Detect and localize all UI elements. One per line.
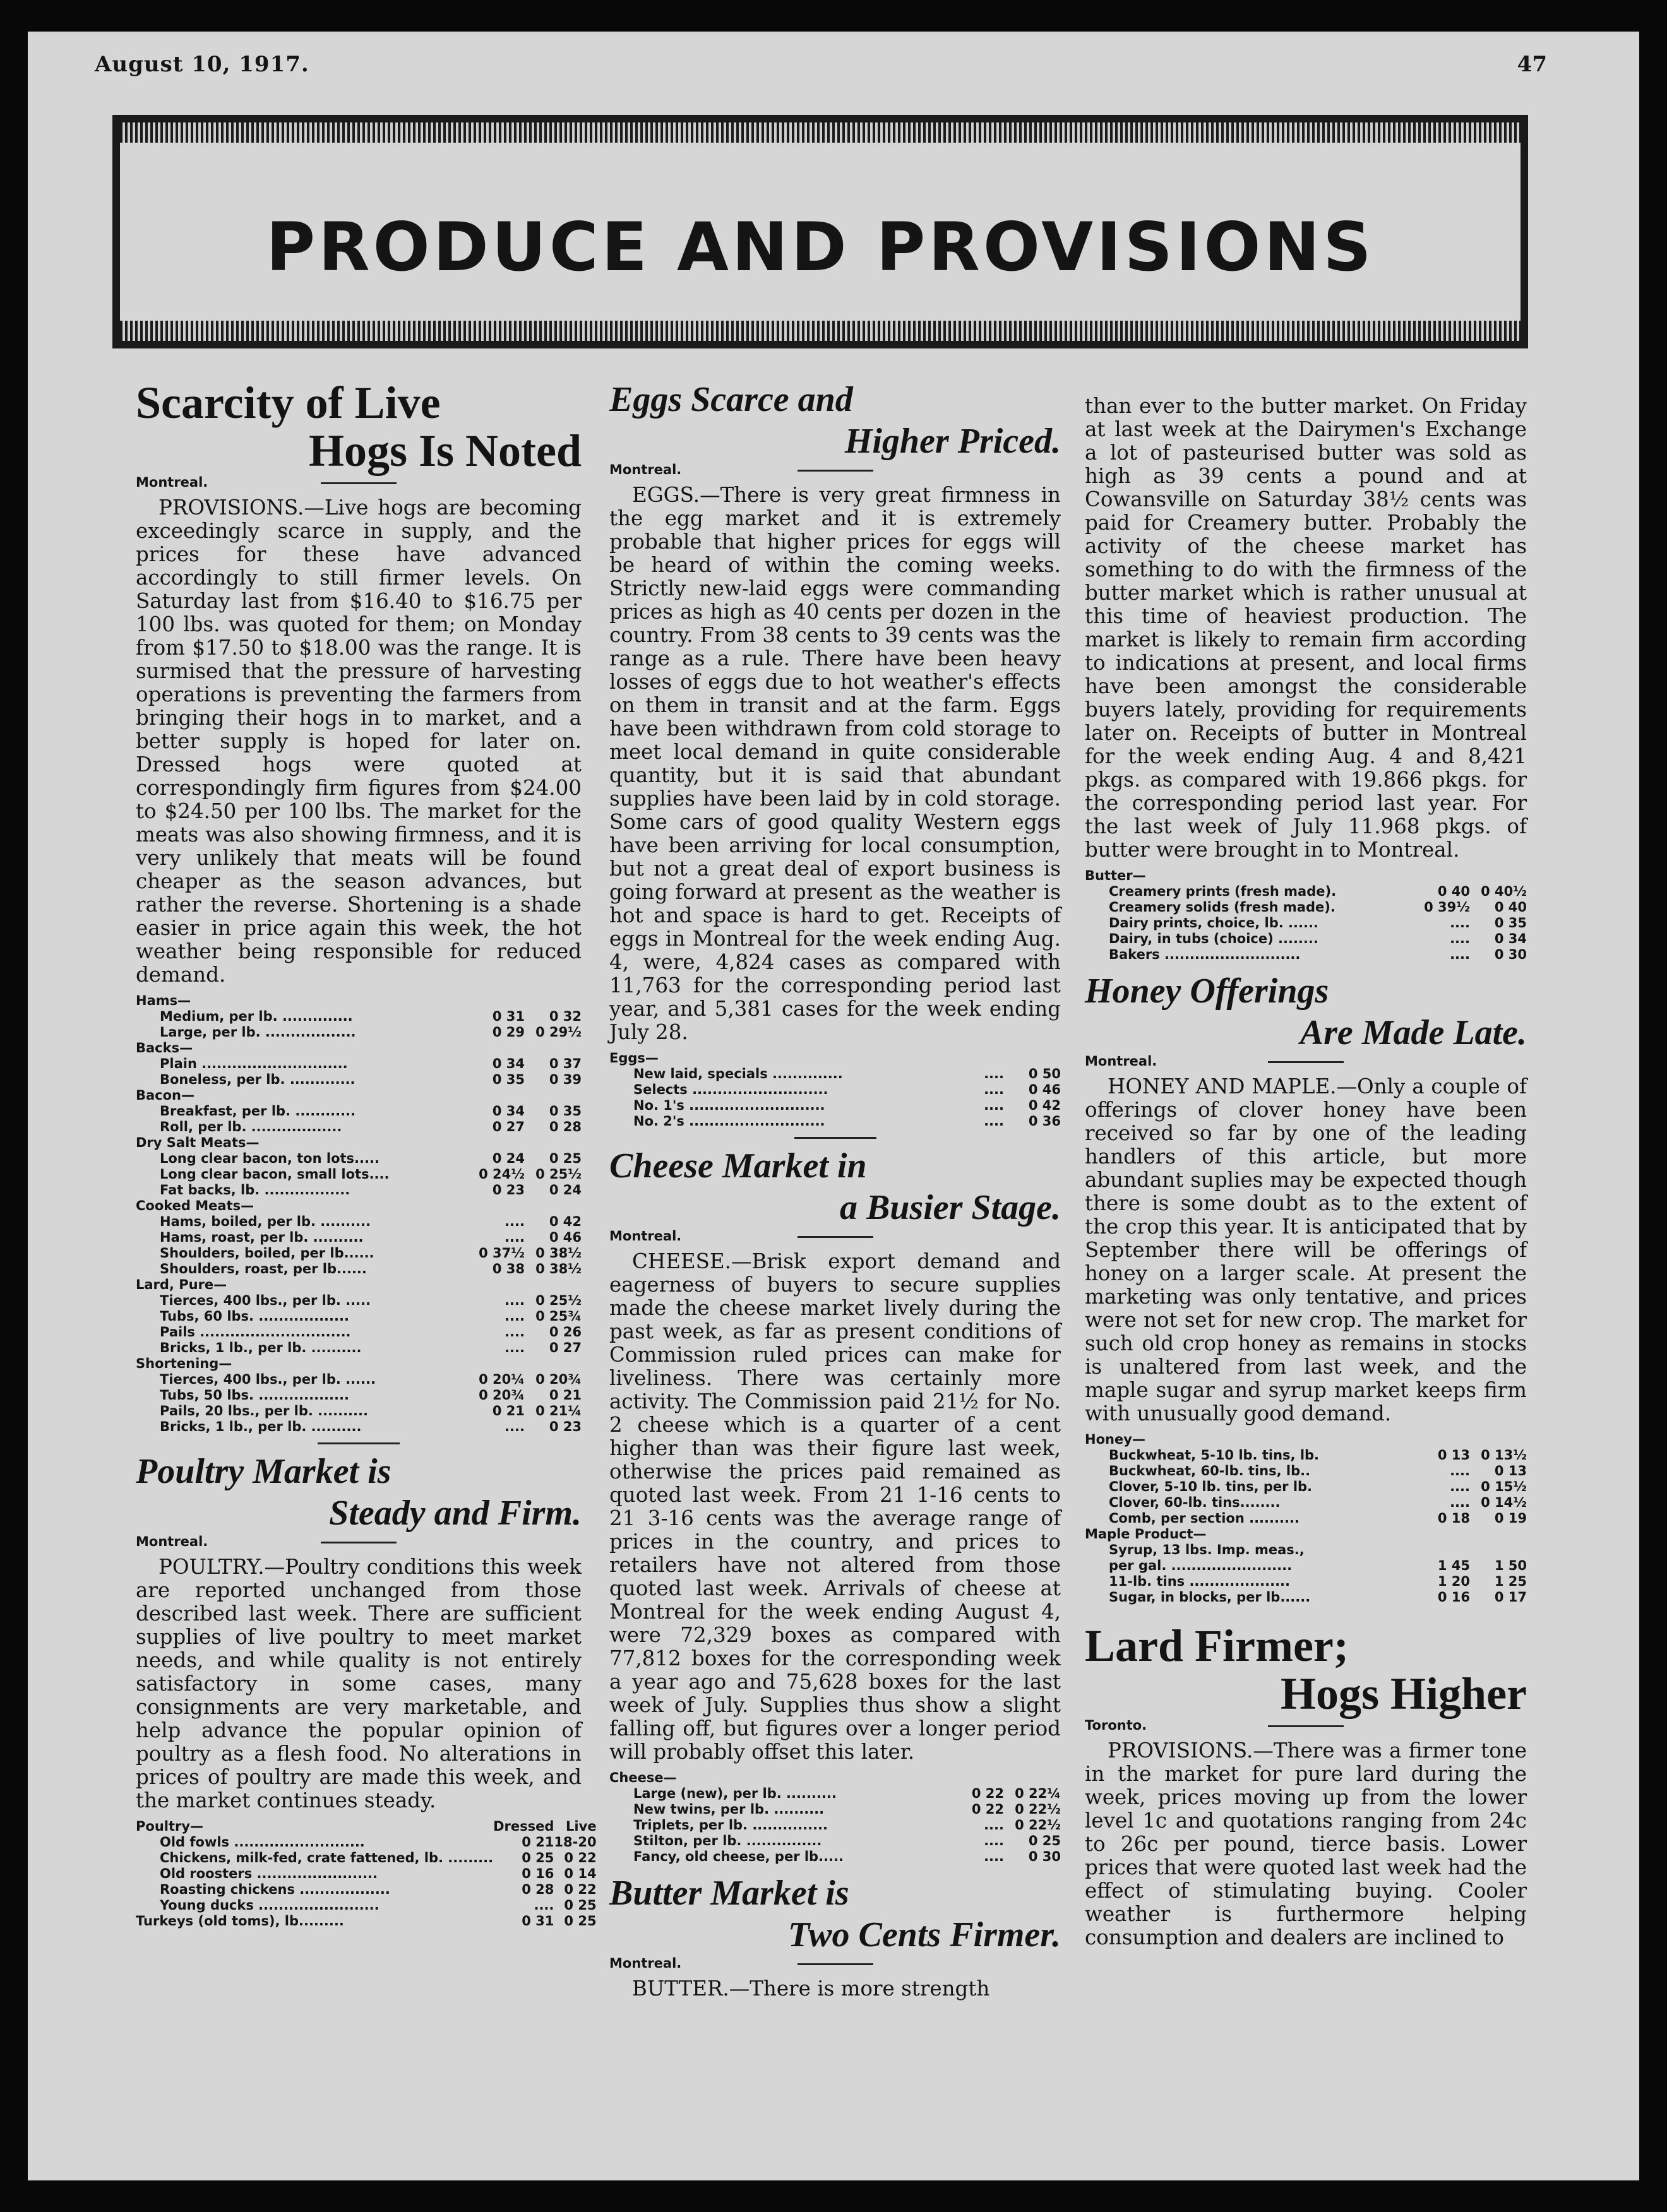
price-high: 0 14 <box>564 1866 597 1881</box>
table-row <box>136 1103 582 1119</box>
price-high: 0 25½ <box>535 1293 582 1308</box>
headline-line-2: Hogs Is Noted <box>308 425 582 476</box>
price-low: .... <box>984 1849 1004 1864</box>
price-high: 0 28 <box>549 1119 582 1134</box>
price-low: .... <box>1450 915 1470 931</box>
table-item: Selects ........................... <box>633 1082 828 1097</box>
price-high: 0 13½ <box>1481 1448 1527 1463</box>
table-item: Young ducks ........................ <box>160 1898 379 1913</box>
price-low: 0 31 <box>492 1009 525 1024</box>
price-low: 0 27 <box>492 1119 525 1134</box>
table-category-row <box>136 1135 582 1151</box>
dateline-rule <box>798 470 873 472</box>
headline-line-1: Poultry Market is <box>136 1452 391 1491</box>
table-row <box>136 1898 597 1913</box>
table-item: Breakfast, per lb. ............ <box>160 1103 356 1119</box>
article-headline-eggs <box>609 379 1061 462</box>
table-row <box>136 1403 582 1419</box>
price-low: .... <box>1450 1495 1470 1510</box>
headline-line-2: Hogs Higher <box>1281 1668 1527 1719</box>
dateline-row <box>136 1534 582 1555</box>
table-row <box>609 1833 1061 1849</box>
headline-line-1: Cheese Market in <box>609 1146 867 1186</box>
table-item: Creamery solids (fresh made). <box>1109 900 1335 915</box>
price-low: 0 21 <box>522 1834 554 1850</box>
price-high: 0 21¼ <box>535 1403 582 1418</box>
table-row <box>609 1817 1061 1833</box>
poultry-price-table <box>136 1819 597 1929</box>
column-3 <box>1085 395 1527 1949</box>
price-high: 18-20 <box>554 1834 597 1850</box>
table-row <box>609 1786 1061 1802</box>
dateline: Toronto. <box>1085 1718 1147 1733</box>
column-header-dressed: Dressed <box>493 1819 554 1834</box>
price-low: .... <box>505 1309 525 1324</box>
table-item: Pails, 20 lbs., per lb. .......... <box>160 1403 368 1418</box>
price-high: 0 14½ <box>1481 1495 1527 1510</box>
section-title: PRODUCE AND PROVISIONS <box>266 208 1375 286</box>
headline-line-1: Scarcity of Live <box>136 378 441 428</box>
dateline: Montreal. <box>609 462 682 477</box>
table-item: Bricks, 1 lb., per lb. .......... <box>160 1340 362 1355</box>
price-high: 0 25 <box>564 1898 597 1913</box>
table-item: Triplets, per lb. ............... <box>633 1817 828 1833</box>
table-item: Large (new), per lb. .......... <box>633 1786 837 1801</box>
price-low: 1 45 <box>1437 1558 1470 1573</box>
price-low: 0 28 <box>522 1882 554 1897</box>
price-low: 0 20¼ <box>479 1372 525 1387</box>
price-high: 1 25 <box>1494 1574 1527 1589</box>
price-low: .... <box>1450 1479 1470 1494</box>
dateline-row <box>609 462 1061 484</box>
price-high: 0 30 <box>1494 947 1527 962</box>
table-item: Large, per lb. .................. <box>160 1025 356 1040</box>
price-high: 0 22 <box>564 1850 597 1865</box>
headline-line-1: Butter Market is <box>609 1874 849 1913</box>
column-1 <box>136 378 597 1937</box>
table-item: No. 1's ........................... <box>633 1098 825 1113</box>
dateline-rule <box>1268 1725 1344 1727</box>
table-item: Syrup, 13 lbs. Imp. meas., <box>1109 1542 1305 1557</box>
table-row <box>136 1834 597 1850</box>
table-item: New twins, per lb. .......... <box>633 1802 825 1817</box>
price-low: 0 22 <box>971 1802 1004 1817</box>
table-row <box>1085 868 1527 884</box>
table-row <box>136 1230 582 1246</box>
table-row <box>1085 1558 1527 1574</box>
price-high: 0 42 <box>1028 1098 1061 1113</box>
table-category-row <box>136 1198 582 1214</box>
price-low: .... <box>1450 947 1470 962</box>
table-section-label: Butter— <box>1085 868 1146 883</box>
price-low: 0 31 <box>522 1913 554 1929</box>
price-high: 0 40½ <box>1481 884 1527 899</box>
article-body-cheese: CHEESE.—Brisk export demand and eagerness of buyers to secure supplies made the cheese market lively during the past week, as far as present conditions of Commission ruled prices can make for liveliness. There was certainly more activity. The Commission paid 21½ for No. 2 cheese which is a quarter of a cent higher than was their figure last week, otherwise the prices paid remained as quoted last week. From 21 1-16 cents to 21 3-16 cents was the average range of prices in the country, and prices to retailers have not altered from those quoted last week. Arrivals of cheese at Montreal for the week ending August 4, were 72,329 boxes as compared with 77,812 boxes for the corresponding week a year ago and 75,628 boxes for the last week of July. Supplies thus show a slight falling off, but figures over a longer period will probably offset this later. <box>609 1249 1061 1764</box>
price-low: .... <box>534 1898 554 1913</box>
table-item: Bricks, 1 lb., per lb. .......... <box>160 1419 362 1434</box>
price-low: 0 37½ <box>479 1246 525 1261</box>
table-item: Dairy prints, choice, lb. ...... <box>1109 915 1318 931</box>
table-row <box>136 1882 597 1898</box>
table-item: Tubs, 50 lbs. .................. <box>160 1388 349 1403</box>
price-low: 0 25 <box>522 1850 554 1865</box>
table-item: Roasting chickens .................. <box>160 1882 390 1897</box>
table-item: Pails .............................. <box>160 1324 351 1340</box>
table-row <box>1085 884 1527 900</box>
table-category-label: Hams— <box>136 993 191 1008</box>
dateline-rule <box>798 1963 873 1965</box>
table-category-row <box>136 993 582 1009</box>
price-high: 0 34 <box>1494 931 1527 946</box>
table-section-label: Poultry— <box>136 1819 204 1834</box>
table-row <box>1085 1463 1527 1479</box>
dateline-row <box>609 1956 1061 1977</box>
banner-hatch-top <box>120 122 1521 143</box>
table-item: Buckwheat, 60-lb. tins, lb.. <box>1109 1463 1311 1478</box>
price-low: 0 21 <box>492 1403 525 1418</box>
price-high: 1 50 <box>1494 1558 1527 1573</box>
article-body-poultry: POULTRY.—Poultry conditions this week are reported unchanged from those described last week. There are sufficient supplies of live poultry to meet market needs, and while quality is not entirely satisfactory in some cases, many consignments are very marketable, and help advance the popular opinion of poultry as a flesh food. No alterations in prices of poultry are made this week, and the market continues steady. <box>136 1555 582 1812</box>
table-row <box>609 1050 1061 1066</box>
table-item: Medium, per lb. .............. <box>160 1009 353 1024</box>
table-row <box>136 1072 582 1088</box>
table-row <box>1085 1448 1527 1463</box>
table-item: New laid, specials .............. <box>633 1066 843 1081</box>
price-low: 0 34 <box>492 1103 525 1119</box>
headline-line-2: Higher Priced. <box>844 422 1061 461</box>
price-high: 0 39 <box>549 1072 582 1087</box>
price-low: .... <box>1450 1463 1470 1478</box>
price-high: 0 30 <box>1028 1849 1061 1864</box>
table-row <box>1085 1542 1527 1558</box>
article-headline-lard <box>1085 1622 1527 1718</box>
price-high: 0 19 <box>1494 1511 1527 1526</box>
table-row <box>136 1866 597 1882</box>
price-low: 0 22 <box>971 1786 1004 1801</box>
price-high: 0 24 <box>549 1182 582 1198</box>
price-high: 0 22¼ <box>1015 1786 1061 1801</box>
price-high: 0 35 <box>549 1103 582 1119</box>
table-item: Tubs, 60 lbs. .................. <box>160 1309 349 1324</box>
butter-price-table <box>1085 868 1527 963</box>
table-item: Bakers ........................... <box>1109 947 1301 962</box>
headline-line-1: Eggs Scarce and <box>609 380 853 419</box>
price-high: 0 37 <box>549 1056 582 1071</box>
price-high: 0 22½ <box>1015 1802 1061 1817</box>
issue-date: August 10, 1917. <box>95 52 309 77</box>
article-separator <box>794 1137 876 1139</box>
table-row <box>136 1025 582 1040</box>
eggs-price-table <box>609 1050 1061 1129</box>
table-row <box>136 1009 582 1025</box>
table-category-label: Bacon— <box>136 1088 195 1103</box>
table-item: Fat backs, lb. ................. <box>160 1182 350 1198</box>
dateline: Montreal. <box>136 1534 208 1549</box>
table-row <box>609 1066 1061 1082</box>
price-high: 0 46 <box>1028 1082 1061 1097</box>
column-2 <box>609 379 1061 2001</box>
price-low: 0 23 <box>492 1182 525 1198</box>
table-row <box>136 1119 582 1135</box>
headline-line-1: Honey Offerings <box>1085 972 1329 1011</box>
table-item: Long clear bacon, small lots.... <box>160 1167 390 1182</box>
price-high: 0 36 <box>1028 1114 1061 1129</box>
price-high: 0 20¾ <box>535 1372 582 1387</box>
table-item: Old fowls .......................... <box>160 1834 365 1850</box>
table-item: Clover, 5-10 lb. tins, per lb. <box>1109 1479 1313 1494</box>
table-category-label: Cooked Meats— <box>136 1198 254 1213</box>
table-row <box>136 1151 582 1167</box>
table-row <box>136 1913 597 1929</box>
table-item: Stilton, per lb. ............... <box>633 1833 822 1848</box>
article-headline-butter <box>609 1872 1061 1956</box>
table-item: Boneless, per lb. ............. <box>160 1072 356 1087</box>
article-separator <box>318 1442 400 1444</box>
table-item: Old roosters ........................ <box>160 1866 378 1881</box>
price-low: 0 16 <box>1437 1590 1470 1605</box>
headline-line-2: Steady and Firm. <box>329 1494 582 1533</box>
dateline-rule <box>1268 1061 1344 1063</box>
table-row <box>136 1388 582 1403</box>
table-item: Roll, per lb. .................. <box>160 1119 342 1134</box>
table-category-label: Shortening— <box>136 1356 232 1371</box>
price-high: 0 22 <box>564 1882 597 1897</box>
table-row <box>136 1182 582 1198</box>
price-low: 0 35 <box>492 1072 525 1087</box>
table-item: Plain ............................. <box>160 1056 348 1071</box>
price-low: .... <box>505 1340 525 1355</box>
table-item: Hams, roast, per lb. .......... <box>160 1230 364 1245</box>
table-row <box>136 1309 582 1324</box>
price-low: .... <box>984 1114 1004 1129</box>
headline-line-2: Two Cents Firmer. <box>787 1915 1061 1954</box>
price-high: 0 15½ <box>1481 1479 1527 1494</box>
table-row <box>136 1056 582 1072</box>
table-item: Shoulders, roast, per lb...... <box>160 1261 367 1276</box>
table-section-label: Maple Product— <box>1085 1526 1207 1542</box>
price-low: .... <box>984 1082 1004 1097</box>
table-row <box>1085 1432 1527 1448</box>
price-low: .... <box>505 1419 525 1434</box>
article-body-lard: PROVISIONS.—There was a firmer tone in the market for pure lard during the week, prices moving up from the lower level 1c and quotations ranging from 24c to 26c per pound, tierce basis. Lower prices that were quoted last week had the effect of stimulating buying. Cooler weather is furthermore helping consumption and dealers are inclined to <box>1085 1739 1527 1949</box>
table-category-label: Backs— <box>136 1040 193 1055</box>
article-headline-cheese <box>609 1145 1061 1228</box>
table-item: Clover, 60-lb. tins........ <box>1109 1495 1281 1510</box>
price-high: 0 26 <box>549 1324 582 1340</box>
table-row <box>136 1214 582 1230</box>
table-item: Tierces, 400 lbs., per lb. ...... <box>160 1372 376 1387</box>
table-section-label: Honey— <box>1085 1432 1145 1447</box>
table-row <box>136 1819 597 1834</box>
table-row <box>136 1419 582 1435</box>
price-low: 0 24 <box>492 1151 525 1166</box>
dateline: Montreal. <box>609 1956 682 1971</box>
price-low <box>1413 1542 1470 1558</box>
table-item: Turkeys (old toms), lb......... <box>136 1913 344 1929</box>
table-category-label: Dry Salt Meats— <box>136 1135 260 1150</box>
price-high: 0 17 <box>1494 1590 1527 1605</box>
table-row <box>609 1849 1061 1865</box>
table-row <box>609 1770 1061 1786</box>
honey-price-table <box>1085 1432 1527 1605</box>
table-row <box>1085 1495 1527 1511</box>
table-category-row <box>136 1040 582 1056</box>
table-row <box>1085 915 1527 931</box>
price-high: 0 38½ <box>535 1261 582 1276</box>
column-header-live: Live <box>566 1819 597 1834</box>
price-low: 1 20 <box>1437 1574 1470 1589</box>
table-row <box>609 1802 1061 1817</box>
table-section-label: Cheese— <box>609 1770 677 1785</box>
table-row <box>609 1098 1061 1114</box>
headline-line-2: a Busier Stage. <box>839 1188 1061 1227</box>
price-low: 0 20¾ <box>479 1388 525 1403</box>
price-high: 0 25¾ <box>535 1309 582 1324</box>
headline-line-2: Are Made Late. <box>1300 1013 1527 1052</box>
table-row <box>1085 947 1527 963</box>
table-category-label: Lard, Pure— <box>136 1277 227 1292</box>
table-row <box>1085 1590 1527 1605</box>
table-item: Creamery prints (fresh made). <box>1109 884 1337 899</box>
price-high: 0 42 <box>549 1214 582 1229</box>
table-row <box>136 1340 582 1356</box>
price-high: 0 29½ <box>535 1025 582 1040</box>
table-row <box>1085 900 1527 915</box>
price-low: 0 39½ <box>1424 900 1470 915</box>
price-low: 0 24½ <box>479 1167 525 1182</box>
table-row <box>1085 1526 1527 1542</box>
table-row <box>136 1850 597 1866</box>
price-low: .... <box>505 1230 525 1245</box>
dateline-rule <box>798 1236 873 1238</box>
price-high <box>1470 1542 1527 1558</box>
headline-line-1: Lard Firmer; <box>1085 1620 1349 1671</box>
table-item: Buckwheat, 5-10 lb. tins, lb. <box>1109 1448 1320 1463</box>
price-low: .... <box>984 1098 1004 1113</box>
price-high: 0 25½ <box>535 1167 582 1182</box>
article-headline-poultry <box>136 1451 582 1534</box>
table-item: Chickens, milk-fed, crate fattened, lb. ......... <box>160 1850 494 1865</box>
price-low: 0 16 <box>522 1866 554 1881</box>
price-high: 0 25 <box>1028 1833 1061 1848</box>
banner-hatch-bottom <box>120 321 1521 341</box>
table-item: Fancy, old cheese, per lb..... <box>633 1849 844 1864</box>
price-low: .... <box>1450 931 1470 946</box>
table-row <box>136 1167 582 1182</box>
table-row <box>136 1372 582 1388</box>
price-low: 0 13 <box>1437 1448 1470 1463</box>
table-section-label: Eggs— <box>609 1050 659 1066</box>
table-category-row <box>136 1277 582 1293</box>
table-row <box>609 1114 1061 1129</box>
table-item: Tierces, 400 lbs., per lb. ..... <box>160 1293 371 1308</box>
table-item: Long clear bacon, ton lots..... <box>160 1151 379 1166</box>
article-body-butter-continued: than ever to the butter market. On Friday at last week at the Dairymen's Exchange a lot of pasteurised butter was sold as high as 39 cents a pound and at Cowansville on Saturday 38½ cents was paid for Creamery butter. Probably the activity of the cheese market has something to do with the firmness of the butter market which is rather unusual at this time of heaviest production. The market is likely to remain firm according to indications at present, and local firms have been amongst the considerable buyers lately, providing for requirements later on. Receipts of butter in Montreal for the week ending Aug. 4 and 8,421 pkgs. as compared with 19.866 pkgs. for the corresponding period last year. For the last week of July 11.968 pkgs. of butter were brought in to Montreal. <box>1085 394 1527 862</box>
price-low: .... <box>505 1214 525 1229</box>
price-low: .... <box>984 1817 1004 1833</box>
table-row <box>136 1293 582 1309</box>
table-category-row <box>136 1088 582 1103</box>
dateline-rule <box>321 1542 397 1543</box>
dateline-row <box>136 475 582 496</box>
table-row <box>136 1246 582 1261</box>
price-high: 0 13 <box>1494 1463 1527 1478</box>
section-banner <box>112 115 1528 348</box>
dateline-row <box>609 1228 1061 1250</box>
price-low: .... <box>505 1293 525 1308</box>
table-item: Hams, boiled, per lb. .......... <box>160 1214 371 1229</box>
price-low: .... <box>984 1066 1004 1081</box>
dateline: Montreal. <box>609 1228 682 1244</box>
table-row <box>1085 1479 1527 1495</box>
price-low: .... <box>505 1324 525 1340</box>
table-item: Comb, per section .......... <box>1109 1511 1300 1526</box>
price-low: .... <box>984 1833 1004 1848</box>
page-number: 47 <box>1517 52 1547 77</box>
dateline: Montreal. <box>1085 1054 1157 1069</box>
price-low: 0 34 <box>492 1056 525 1071</box>
price-high: 0 46 <box>549 1230 582 1245</box>
price-high: 0 21 <box>549 1388 582 1403</box>
table-row <box>1085 1511 1527 1526</box>
price-high: 0 32 <box>549 1009 582 1024</box>
price-high: 0 38½ <box>535 1246 582 1261</box>
article-body-honey: HONEY AND MAPLE.—Only a couple of offerings of clover honey have been received so far by one of the leading handlers of this article, but more abundant suplies may be expected though there is some doubt as to the extent of the crop this year. It is anticipated that by September there will be offerings of honey on a larger scale. At present the marketing was only tentative, and prices were not set for new crop. The market for such old crop honey as remains in stocks is unaltered from last week, and the maple sugar and syrup market keeps firm with unusually good demand. <box>1085 1074 1527 1425</box>
table-row <box>609 1082 1061 1098</box>
table-item: No. 2's ........................... <box>633 1114 825 1129</box>
price-high: 0 22½ <box>1015 1817 1061 1833</box>
table-item: Shoulders, boiled, per lb...... <box>160 1246 374 1261</box>
table-item: Dairy, in tubs (choice) ........ <box>1109 931 1318 946</box>
dateline: Montreal. <box>136 475 208 490</box>
table-row <box>136 1261 582 1277</box>
article-body-butter-start: BUTTER.—There is more strength <box>632 1977 990 2001</box>
price-low: 0 18 <box>1437 1511 1470 1526</box>
dateline-row <box>1085 1054 1527 1075</box>
article-headline-hogs <box>136 379 582 475</box>
table-item: Sugar, in blocks, per lb...... <box>1109 1590 1311 1605</box>
table-item: 11-lb. tins .................... <box>1109 1574 1291 1589</box>
price-high: 0 27 <box>549 1340 582 1355</box>
table-item: per gal. ........................ <box>1109 1558 1293 1573</box>
price-low: 0 38 <box>492 1261 525 1276</box>
price-high: 0 35 <box>1494 915 1527 931</box>
price-high: 0 23 <box>549 1419 582 1434</box>
dateline-row <box>1085 1718 1527 1739</box>
price-high: 0 25 <box>564 1913 597 1929</box>
table-row <box>1085 1574 1527 1590</box>
price-low: 0 40 <box>1437 884 1470 899</box>
article-body-hogs: PROVISIONS.—Live hogs are becoming exceedingly scarce in supply, and the prices for these have advanced accordingly to still firmer levels. On Saturday last from $16.40 to $16.75 per 100 lbs. was quoted for them; on Monday from $17.50 to $18.00 was the range. It is surmised that the pressure of harvesting operations is preventing the farmers from bringing their hogs in to market, and a better supply is hoped for later on. Dressed hogs were quoted at correspondingly firm figures from $24.00 to $24.50 per 100 lbs. The market for the meats was also showing firmness, and it is very unlikely that meats will be found cheaper as the season advances, but rather the reverse. Shortening is a shade easier in price again this week, the hot weather being responsible for reduced demand. <box>136 496 582 987</box>
cheese-price-table <box>609 1770 1061 1865</box>
price-high: 0 25 <box>549 1151 582 1166</box>
dateline-rule <box>321 482 397 484</box>
price-high: 0 40 <box>1494 900 1527 915</box>
article-body-eggs: EGGS.—There is very great firmness in the egg market and it is extremely probable that higher prices for eggs will be heard of within the coming weeks. Strictly new-laid eggs were commanding prices as high as 40 cents per dozen in the country. From 38 cents to 39 cents was the range as a rule. There have been heavy losses of eggs due to hot weather's effects on them in transit and at the farm. Eggs have been withdrawn from cold storage to meet local demand in quite considerable quantity, but it is said that abundant supplies have been laid by in cold storage. Some cars of good quality Western eggs have been arriving for local consumption, but not a great deal of export business is going forward at present as the weather is hot and space is hard to get. Receipts of eggs in Montreal for the week ending Aug. 4, were, 4,824 cases as compared with 11,763 for the corresponding period last year, and 5,381 cases for the week ending July 28. <box>609 483 1061 1044</box>
table-row <box>1085 931 1527 947</box>
meats-price-table <box>136 993 582 1435</box>
article-headline-honey <box>1085 970 1527 1054</box>
price-high: 0 50 <box>1028 1066 1061 1081</box>
price-low: 0 29 <box>492 1025 525 1040</box>
table-category-row <box>136 1356 582 1372</box>
table-row <box>136 1324 582 1340</box>
